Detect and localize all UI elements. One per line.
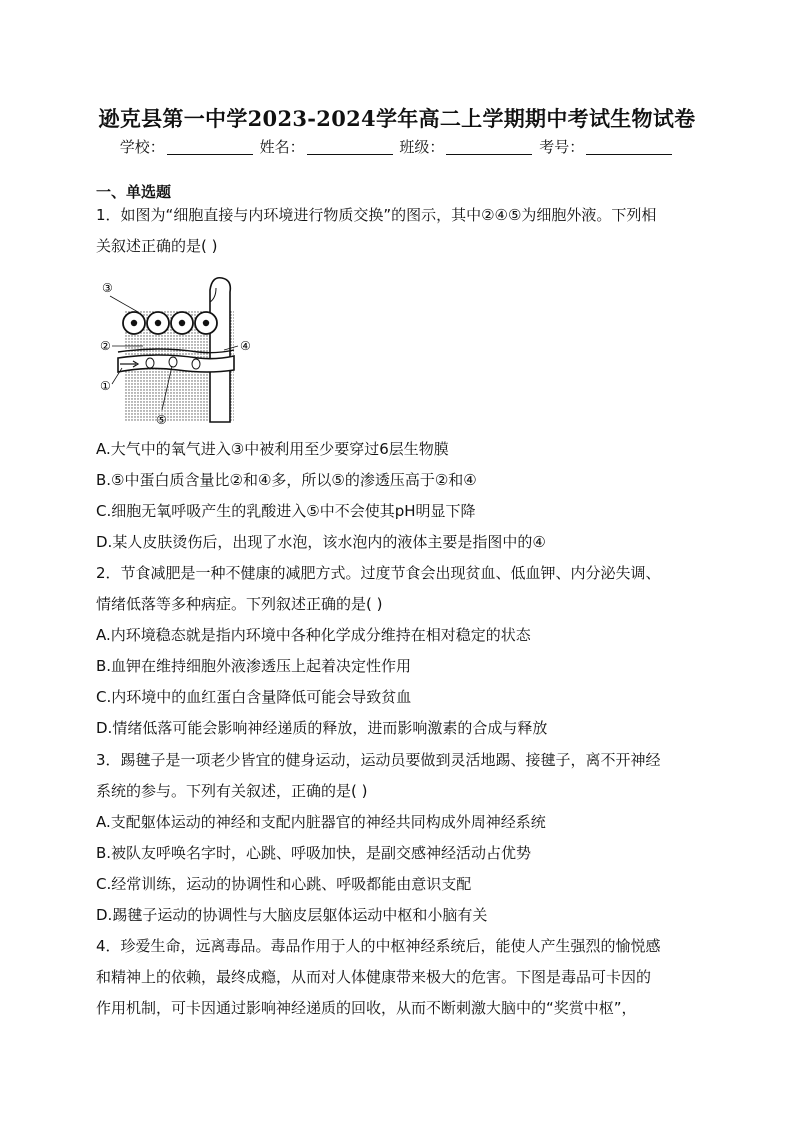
label-4: ④ <box>240 339 251 353</box>
q4-stem-line2: 和精神上的依赖，最终成瘾，从而对人体健康带来极大的危害。下图是毒品可卡因的 <box>96 968 652 986</box>
q1-stem-line1: 1．如图为“细胞直接与内环境进行物质交换”的图示，其中②④⑤为细胞外液。下列相 <box>96 206 657 224</box>
q1-option-a[interactable]: A.大气中的氧气进入③中被利用至少要穿过6层生物膜 <box>96 440 449 458</box>
q3-option-a[interactable]: A.支配躯体运动的神经和支配内脏器官的神经共同构成外周神经系统 <box>96 813 546 831</box>
q3-option-d[interactable]: D.踢毽子运动的协调性与大脑皮层躯体运动中枢和小脑有关 <box>96 906 488 924</box>
q3-stem-line1: 3．踢毽子是一项老少皆宜的健身运动，运动员要做到灵活地踢、接毽子，离不开神经 <box>96 751 661 769</box>
q2-option-a[interactable]: A.内环境稳态就是指内环境中各种化学成分维持在相对稳定的状态 <box>96 626 531 644</box>
q1-option-b[interactable]: B.⑤中蛋白质含量比②和④多，所以⑤的渗透压高于②和④ <box>96 471 477 489</box>
q4-stem-line1: 4．珍爱生命，远离毒品。毒品作用于人的中枢神经系统后，能使人产生强烈的愉悦感 <box>96 937 661 955</box>
q1-option-c[interactable]: C.细胞无氧呼吸产生的乳酸进入⑤中不会使其pH明显下降 <box>96 502 476 520</box>
q2-option-b[interactable]: B.血钾在维持细胞外液渗透压上起着决定性作用 <box>96 657 412 675</box>
school-field[interactable] <box>167 140 253 155</box>
label-5: ⑤ <box>156 413 167 427</box>
label-1: ① <box>100 379 111 393</box>
name-field[interactable] <box>307 140 393 155</box>
q3-stem-line2: 系统的参与。下列有关叙述，正确的是( ) <box>96 782 368 800</box>
q3-option-b[interactable]: B.被队友呼唤名字时，心跳、呼吸加快，是副交感神经活动占优势 <box>96 844 532 862</box>
number-field[interactable] <box>586 140 672 155</box>
section-heading: 一、单选题 <box>96 183 172 201</box>
name-label: 姓名： <box>259 138 305 156</box>
q1-option-d[interactable]: D.某人皮肤烫伤后，出现了水泡，该水泡内的液体主要是指图中的④ <box>96 533 546 551</box>
q2-stem-line2: 情绪低落等多种病症。下列叙述正确的是( ) <box>96 595 383 613</box>
q2-stem-line1: 2．节食减肥是一种不健康的减肥方式。过度节食会出现贫血、低血钾、内分泌失调、 <box>96 564 661 582</box>
q1-stem-line2: 关叙述正确的是( ) <box>96 237 218 255</box>
exam-title: 逊克县第一中学2023-2024学年高二上学期期中考试生物试卷 <box>98 106 696 131</box>
student-info-row <box>0 136 794 157</box>
number-label: 考号： <box>539 138 585 156</box>
label-2: ② <box>100 339 111 353</box>
q1-figure <box>98 272 263 432</box>
class-label: 班级： <box>399 138 445 156</box>
q3-option-c[interactable]: C.经常训练，运动的协调性和心跳、呼吸都能由意识支配 <box>96 875 472 893</box>
q4-stem-line3: 作用机制，可卡因通过影响神经递质的回收，从而不断刺激大脑中的“奖赏中枢”， <box>96 999 637 1017</box>
q2-option-d[interactable]: D.情绪低落可能会影响神经递质的释放，进而影响激素的合成与释放 <box>96 719 548 737</box>
class-field[interactable] <box>446 140 532 155</box>
label-3: ③ <box>102 281 113 295</box>
school-label: 学校： <box>119 138 165 156</box>
q2-option-c[interactable]: C.内环境中的血红蛋白含量降低可能会导致贫血 <box>96 688 412 706</box>
